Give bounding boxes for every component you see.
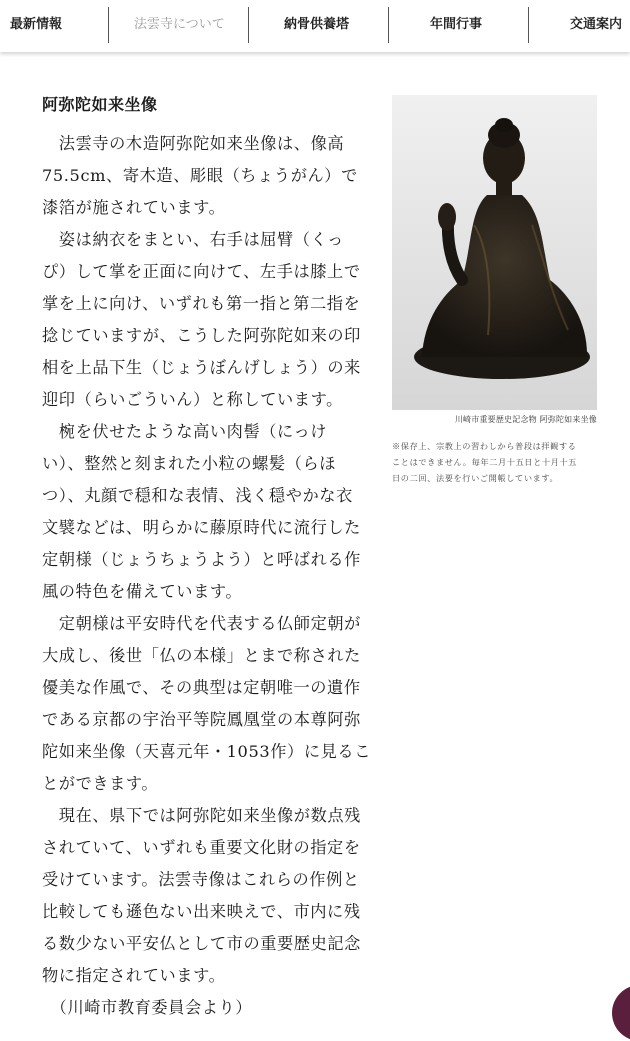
paragraph-line: 相を上品下生（じょうぼんげしょう）の来 <box>42 358 361 377</box>
page-title: 阿弥陀如来坐像 <box>42 95 158 114</box>
paragraph-line: い）、整然と刻まれた小粒の螺髪（らほ <box>42 454 337 473</box>
note-line: ※保存上、宗教上の習わしから普段は拝観する <box>392 441 577 451</box>
paragraph-line: 漆箔が施されています。 <box>42 198 226 217</box>
paragraph-line: 比較しても遜色ない出来映えで、市内に残 <box>42 902 361 921</box>
nav-about-houunji[interactable]: 法雲寺について <box>134 17 225 32</box>
photo-caption: 川崎市重要歴史記念物 阿弥陀如来坐像 <box>454 415 597 424</box>
paragraph-line: されていて、いずれも重要文化財の指定を <box>42 838 361 857</box>
paragraph-line: 75.5cm、寄木造、彫眼（ちょうがん）で <box>42 166 358 185</box>
paragraph-line: 姿は納衣をまとい、右手は屈臂（くっ <box>42 230 344 249</box>
note-line: ことはできません。毎年二月十五日と十月十五 <box>392 457 578 467</box>
paragraph-line: 掌を上に向け、いずれも第一指と第二指を <box>42 294 361 313</box>
paragraph-line: （川崎市教育委員会より） <box>42 998 253 1017</box>
article-paragraph <box>42 128 368 224</box>
article-paragraph <box>42 224 368 416</box>
paragraph-line: 定朝様は平安時代を代表する仏師定朝が <box>42 614 361 633</box>
amida-statue-photo <box>392 95 597 410</box>
nav-divider <box>108 7 109 43</box>
paragraph-line: 陀如来坐像（天喜元年・1053作）に見るこ <box>42 742 371 761</box>
viewing-note <box>392 438 602 486</box>
paragraph-line: 迎印（らいごういん）と称しています。 <box>42 390 343 409</box>
article-paragraph <box>42 800 368 992</box>
paragraph-line: 大成し、後世「仏の本様」とまで称された <box>42 646 361 665</box>
paragraph-line: 椀を伏せたような高い肉髻（にっけ <box>42 422 328 441</box>
paragraph-line: とができます。 <box>42 774 159 793</box>
article-body <box>42 128 371 1024</box>
paragraph-line: つ）、丸顔で穏和な表情、浅く穏やかな衣 <box>42 486 353 505</box>
floating-action-button[interactable] <box>612 985 630 1041</box>
paragraph-line: 定朝様（じょうちょうよう）と呼ばれる作 <box>42 550 361 569</box>
paragraph-line: 受けています。法雲寺像はこれらの作例と <box>42 870 360 889</box>
article-paragraph <box>42 992 368 1024</box>
top-navigation <box>0 0 630 52</box>
paragraph-line: 法雲寺の木造阿弥陀如来坐像は、像高 <box>42 134 345 153</box>
paragraph-line: 風の特色を備えています。 <box>42 582 243 601</box>
paragraph-line: 現在、県下では阿弥陀如来坐像が数点残 <box>42 806 361 825</box>
nav-access[interactable]: 交通案内 <box>570 17 623 32</box>
paragraph-line: ぴ）して掌を正面に向けて、左手は膝上で <box>42 262 361 281</box>
article-paragraph <box>42 608 371 800</box>
paragraph-line: る数少ない平安仏として市の重要歴史記念 <box>42 934 361 953</box>
paragraph-line: である京都の宇治平等院鳳凰堂の本尊阿弥 <box>42 710 361 729</box>
paragraph-line: 捻じていますが、こうした阿弥陀如来の印 <box>42 326 361 345</box>
paragraph-line: 優美な作風で、その典型は定朝唯一の遺作 <box>42 678 361 697</box>
nav-latest-news[interactable]: 最新情報 <box>10 17 63 32</box>
paragraph-line: 文襞などは、明らかに藤原時代に流行した <box>42 518 361 537</box>
nav-annual-events[interactable]: 年間行事 <box>430 17 483 32</box>
nav-divider <box>528 7 529 43</box>
article-paragraph <box>42 416 368 608</box>
nav-ossuary[interactable]: 納骨供養塔 <box>284 17 350 32</box>
note-line: 日の二回、法要を行いご開帳しています。 <box>392 473 559 483</box>
nav-divider <box>248 7 249 43</box>
nav-divider <box>388 7 389 43</box>
paragraph-line: 物に指定されています。 <box>42 966 226 985</box>
